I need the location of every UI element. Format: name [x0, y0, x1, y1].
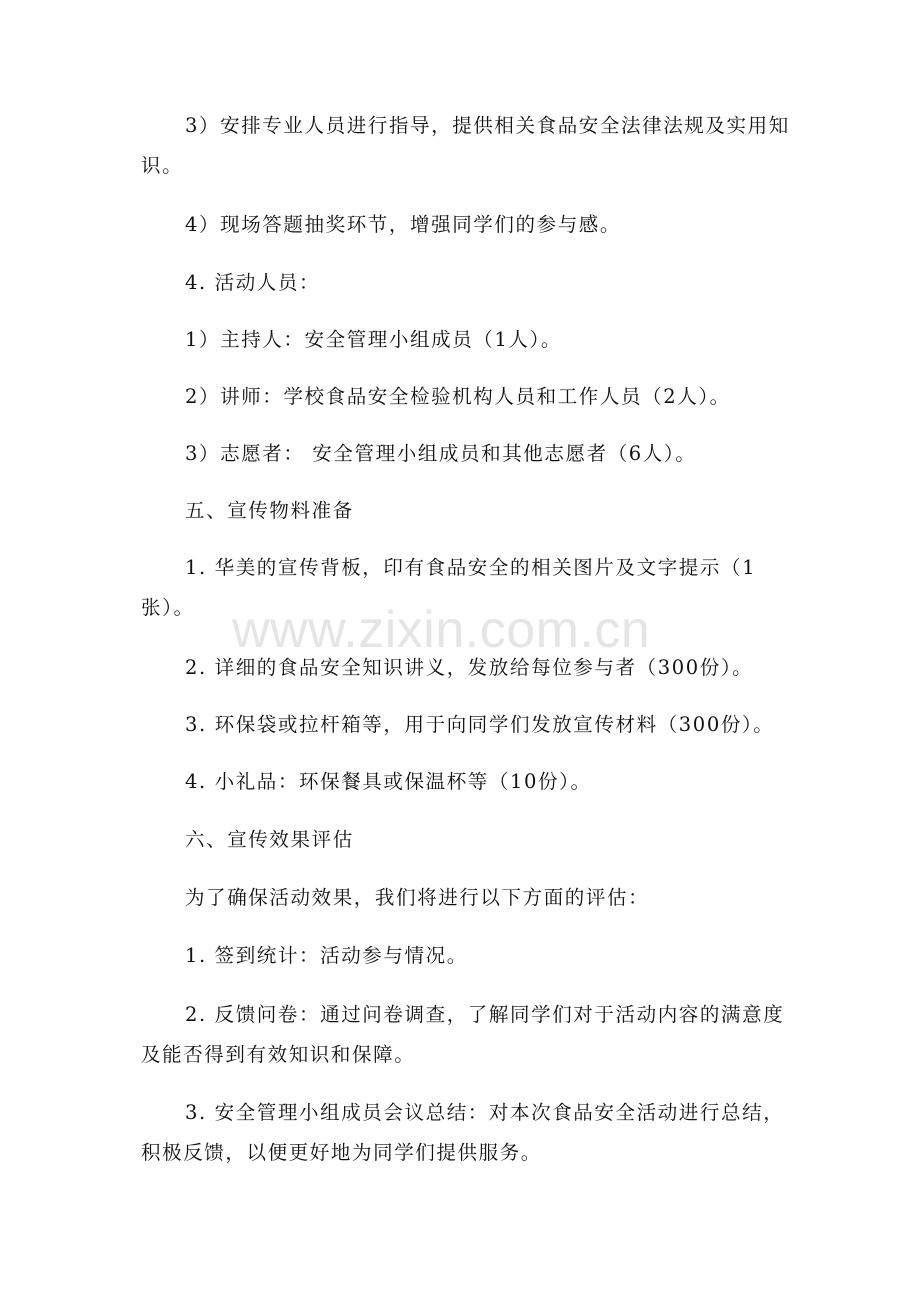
paragraph-host: 1）主持人：安全管理小组成员（1人）。	[185, 328, 562, 351]
paragraph-sign-in: 1. 签到统计：活动参与情况。	[185, 944, 468, 967]
paragraph-lecturer: 2）讲师：学校食品安全检验机构人员和工作人员（2人）。	[185, 385, 731, 408]
section-heading-evaluation: 六、宣传效果评估	[185, 828, 354, 851]
paragraph-feedback: 2. 反馈问卷：通过问卷调查，了解同学们对于活动内容的满意度及能否得到有效知识和保障。	[141, 1003, 785, 1066]
paragraph-handouts: 2. 详细的食品安全知识讲义，发放给每位参与者（300份）。	[185, 656, 754, 679]
watermark: www.zixin.com.cn	[232, 601, 651, 659]
heading-activity-staff: 4. 活动人员：	[185, 271, 321, 294]
paragraph-guidance: 3）安排专业人员进行指导，提供相关食品安全法律法规及实用知识。	[141, 114, 790, 177]
paragraph-meeting-summary: 3. 安全管理小组成员会议总结：对本次食品安全活动进行总结，积极反馈，以便更好地为同学们提供服务。	[141, 1101, 785, 1164]
paragraph-volunteers: 3）志愿者： 安全管理小组成员和其他志愿者（6人）。	[185, 442, 697, 465]
paragraph-evaluation-intro: 为了确保活动效果，我们将进行以下方面的评估：	[185, 886, 650, 909]
paragraph-bags: 3. 环保袋或拉杆箱等，用于向同学们发放宣传材料（300份）。	[185, 713, 775, 736]
paragraph-quiz-lottery: 4）现场答题抽奖环节，增强同学们的参与感。	[185, 213, 622, 236]
paragraph-backboard: 1. 华美的宣传背板，印有食品安全的相关图片及文字提示（1张）。	[141, 556, 757, 619]
section-heading-materials: 五、宣传物料准备	[185, 499, 354, 522]
paragraph-gifts: 4. 小礼品：环保餐具或保温杯等（10份）。	[185, 770, 592, 793]
